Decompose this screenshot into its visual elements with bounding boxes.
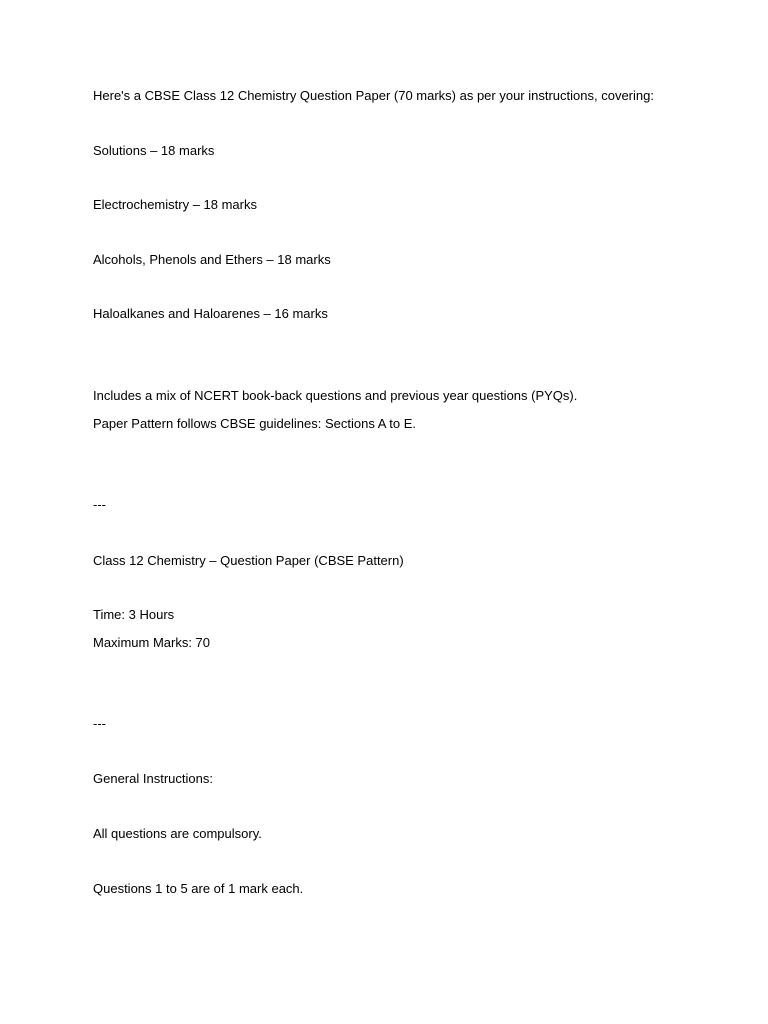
intro-text: Here's a CBSE Class 12 Chemistry Question Paper (70 marks) as per your instructions, covering: bbox=[93, 88, 654, 103]
time-text: Time: 3 Hours bbox=[93, 607, 175, 622]
topic-electrochemistry: Electrochemistry – 18 marks bbox=[93, 197, 257, 212]
instruction-item: Questions 1 to 5 are of 1 mark each. bbox=[93, 881, 304, 896]
includes-text: Includes a mix of NCERT book-back questions and previous year questions (PYQs). bbox=[93, 388, 578, 403]
instructions-heading: General Instructions: bbox=[93, 771, 213, 786]
divider: --- bbox=[93, 716, 106, 731]
topic-alcohols-phenols-ethers: Alcohols, Phenols and Ethers – 18 marks bbox=[93, 252, 331, 267]
paper-title: Class 12 Chemistry – Question Paper (CBSE Pattern) bbox=[93, 553, 404, 568]
max-marks-text: Maximum Marks: 70 bbox=[93, 635, 211, 650]
pattern-text: Paper Pattern follows CBSE guidelines: Sections A to E. bbox=[93, 416, 417, 431]
topic-haloalkanes-haloarenes: Haloalkanes and Haloarenes – 16 marks bbox=[93, 306, 328, 321]
divider: --- bbox=[93, 497, 106, 512]
instruction-item: All questions are compulsory. bbox=[93, 826, 262, 841]
topic-solutions: Solutions – 18 marks bbox=[93, 143, 215, 158]
